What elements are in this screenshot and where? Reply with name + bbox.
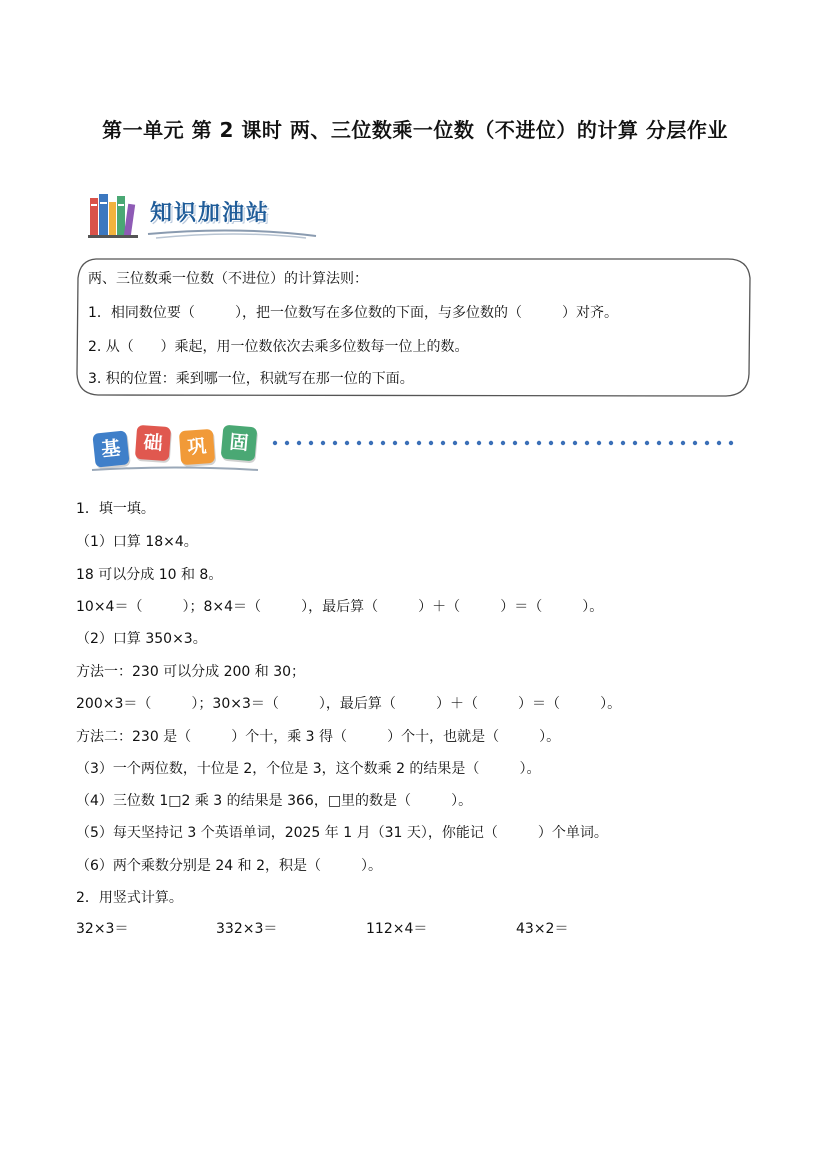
q1-1: （1）口算 18×4。 <box>76 534 198 550</box>
page-title: 第一单元 第 2 课时 两、三位数乘一位数（不进位）的计算 分层作业 <box>102 118 728 142</box>
divider-dot <box>621 441 625 445</box>
knowledge-banner-title: 知识加油站 <box>150 201 271 226</box>
divider-dot <box>297 441 301 445</box>
divider-dot <box>345 441 349 445</box>
divider-dot <box>597 441 601 445</box>
divider-dot <box>705 441 709 445</box>
rule-item-2: 2. 从（ ）乘起，用一位数依次去乘多位数每一位上的数。 <box>88 339 469 355</box>
divider-dot <box>381 441 385 445</box>
calc-4: 43×2＝ <box>516 921 569 937</box>
divider-dot <box>477 441 481 445</box>
q1-3: （3）一个两位数，十位是 2，个位是 3，这个数乘 2 的结果是（ ）。 <box>76 761 541 777</box>
divider-dot <box>429 441 433 445</box>
divider-dot <box>501 441 505 445</box>
rule-intro: 两、三位数乘一位数（不进位）的计算法则： <box>88 271 368 287</box>
q1-5: （5）每天坚持记 3 个英语单词，2025 年 1 月（31 天），你能记（ ）个单词。 <box>76 825 608 841</box>
knowledge-banner <box>88 190 318 242</box>
q2-title: 2．用竖式计算。 <box>76 890 183 906</box>
divider-dot <box>465 441 469 445</box>
q1-1-a: 18 可以分成 10 和 8。 <box>76 567 223 583</box>
divider-dot <box>657 441 661 445</box>
divider-dot <box>693 441 697 445</box>
divider-dot <box>633 441 637 445</box>
divider-dot <box>561 441 565 445</box>
divider-dot <box>273 441 277 445</box>
q1-2-c: 方法二：230 是（ ）个十，乘 3 得（ ）个十，也就是（ ）。 <box>76 729 561 745</box>
divider-dot <box>609 441 613 445</box>
divider-dot <box>333 441 337 445</box>
divider-dot <box>645 441 649 445</box>
divider-dot <box>309 441 313 445</box>
rule-item-3: 3. 积的位置：乘到哪一位，积就写在那一位的下面。 <box>88 371 414 387</box>
q1-2: （2）口算 350×3。 <box>76 631 207 647</box>
basics-banner <box>86 420 746 476</box>
q1-6: （6）两个乘数分别是 24 和 2，积是（ ）。 <box>76 858 383 874</box>
divider-dot <box>573 441 577 445</box>
q1-title: 1．填一填。 <box>76 501 155 517</box>
rule-box <box>74 256 752 398</box>
divider-dot <box>453 441 457 445</box>
divider-dot <box>585 441 589 445</box>
calc-1: 32×3＝ <box>76 921 129 937</box>
dotted-divider <box>272 440 742 446</box>
basics-block-4: 固 <box>221 425 258 462</box>
basics-underline <box>90 464 260 474</box>
books-icon <box>88 190 140 238</box>
divider-dot <box>285 441 289 445</box>
rule-item-1: 1．相同数位要（ ），把一位数写在多位数的下面，与多位数的（ ）对齐。 <box>88 305 619 321</box>
basics-block-3: 巩 <box>179 429 215 465</box>
divider-dot <box>489 441 493 445</box>
divider-dot <box>669 441 673 445</box>
q1-2-a: 方法一：230 可以分成 200 和 30； <box>76 664 306 680</box>
divider-dot <box>681 441 685 445</box>
divider-dot <box>525 441 529 445</box>
divider-dot <box>441 441 445 445</box>
divider-dot <box>321 441 325 445</box>
basics-block-2: 础 <box>135 425 171 461</box>
calc-2: 332×3＝ <box>216 921 278 937</box>
divider-dot <box>405 441 409 445</box>
divider-dot <box>717 441 721 445</box>
swoosh-decoration <box>146 224 318 240</box>
basics-block-1: 基 <box>92 430 129 467</box>
divider-dot <box>357 441 361 445</box>
divider-dot <box>369 441 373 445</box>
divider-dot <box>549 441 553 445</box>
calc-3: 112×4＝ <box>366 921 428 937</box>
divider-dot <box>393 441 397 445</box>
q1-4: （4）三位数 1□2 乘 3 的结果是 366，□里的数是（ ）。 <box>76 793 473 809</box>
divider-dot <box>537 441 541 445</box>
q1-1-b: 10×4＝（ ）；8×4＝（ ），最后算（ ）＋（ ）＝（ ）。 <box>76 599 604 615</box>
divider-dot <box>729 441 733 445</box>
q1-2-b: 200×3＝（ ）；30×3＝（ ），最后算（ ）＋（ ）＝（ ）。 <box>76 696 622 712</box>
divider-dot <box>417 441 421 445</box>
divider-dot <box>513 441 517 445</box>
